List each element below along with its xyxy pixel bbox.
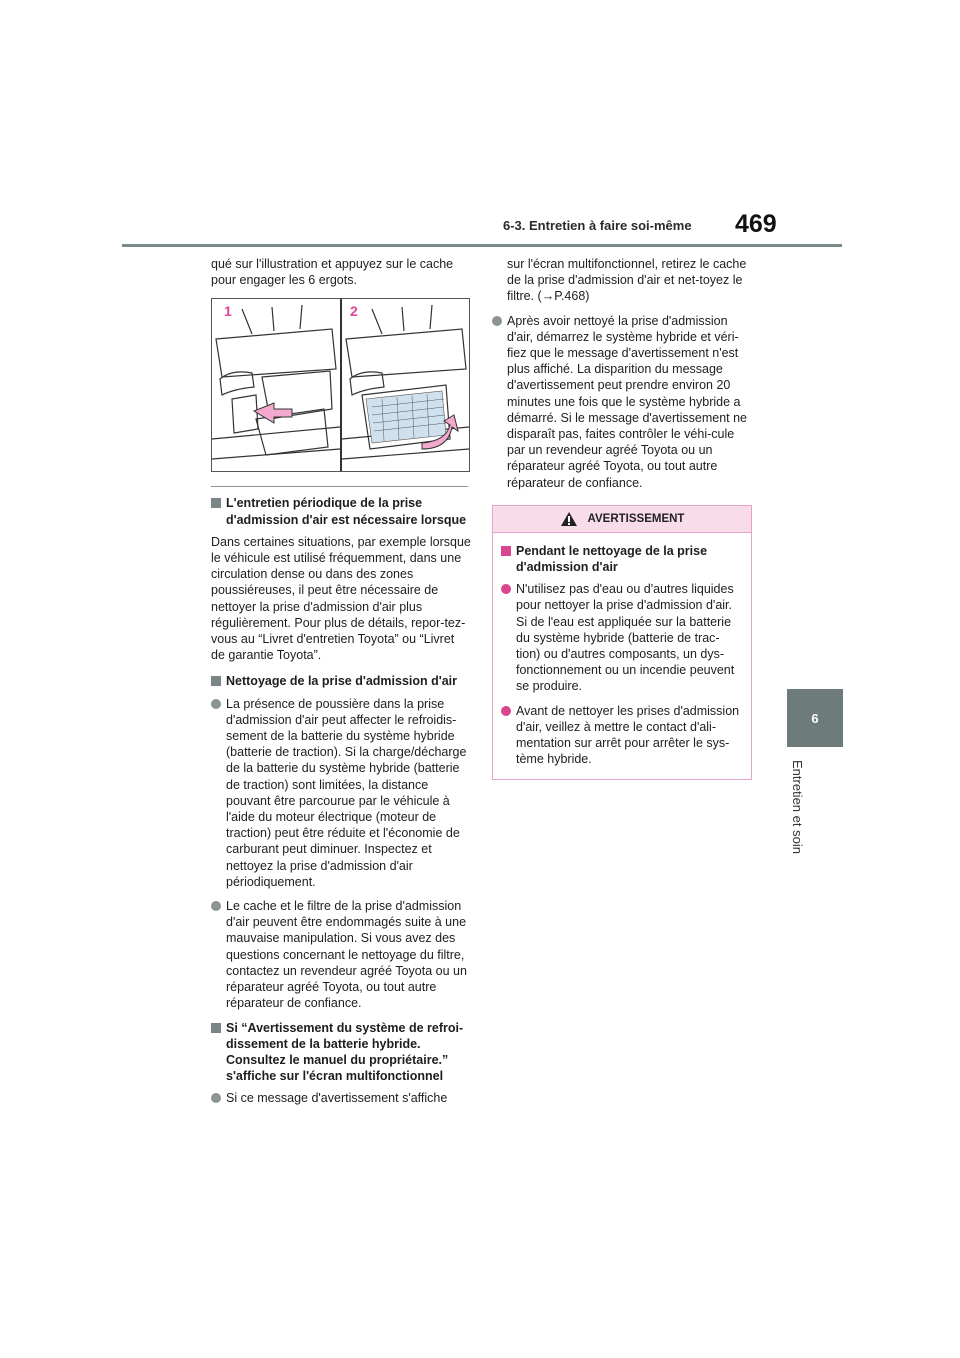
header-divider — [122, 244, 842, 247]
warning-box — [492, 505, 752, 781]
list-item — [211, 1090, 471, 1106]
step-2-label: 2 — [350, 303, 358, 320]
illustration-divider — [340, 299, 342, 471]
heading-cleaning — [211, 673, 471, 689]
chapter-label: Entretien et soin — [790, 760, 805, 854]
maintenance-paragraph: Dans certaines situations, par exemple lorsque le véhicule est utilisé fréquemment, dans une circulation dense ou dans des zones poussiéreuses, il peut être nécessaire de nettoyer la prise d'admission d'air plus régulièrement. Pour plus de détails, repor-tez-vous au “Livret d'entretien Toyota” ou “Livret de garantie Toyota”. — [211, 534, 471, 663]
round-bullet-icon — [211, 699, 221, 709]
list-item-text: Après avoir nettoyé la prise d'admission d'air, démarrez le système hybride et véri-fiez que le message d'avertissement n'est plus affiché. La disparition du message d'avertissement peut prendre environ 20 minutes une fois que le système hybride a démarré. Si le message d'avertissement ne disparaît pas, faites contrôler le véhi-cule par un revendeur agréé Toyota ou un réparateur agréé Toyota, ou tout autre réparateur de confiance. — [507, 313, 747, 490]
round-bullet-icon — [501, 706, 511, 716]
continued-text: sur l'écran multifonctionnel, retirez le cache de la prise d'admission d'air et net-toyez le filtre. (→P.468) — [507, 257, 747, 304]
square-bullet-icon — [211, 676, 221, 686]
warning-title: AVERTISSEMENT — [587, 512, 685, 525]
warning-header — [493, 506, 751, 533]
round-bullet-icon — [492, 316, 502, 326]
list-item-text: N'utilisez pas d'eau ou d'autres liquides pour nettoyer la prise d'admission d'air. Si de l'eau est appliquée sur la batterie du système hybride (batterie de trac-tion) ou d'autres composants, un dys-fonctionnement ou un incendie peuvent se produire. — [516, 582, 735, 694]
section-title: 6-3. Entretien à faire soi-même — [503, 218, 692, 233]
left-column — [211, 256, 471, 1115]
heading-text: Nettoyage de la prise d'admission d'air — [226, 674, 458, 689]
list-item — [501, 703, 743, 768]
heading-text: Si “Avertissement du système de refroi-dissement de la batterie hybride. Consultez le manuel du propriétaire.” s'affiche sur l'écran multifonctionnel — [226, 1020, 464, 1084]
square-bullet-icon — [211, 498, 221, 508]
heading-text: L'entretien périodique de la prise d'admission d'air est nécessaire lorsque — [226, 496, 467, 527]
square-bullet-icon — [211, 1023, 221, 1033]
intro-text: qué sur l'illustration et appuyez sur le cache pour engager les 6 ergots. — [211, 257, 454, 288]
list-item — [501, 581, 743, 694]
warning-body — [493, 533, 751, 780]
list-item-text: Avant de nettoyer les prises d'admission d'air, veillez à mettre le contact d'ali-mentation sur arrêt pour arrêter le sys-tème hybride. — [516, 703, 740, 767]
chapter-tab: 6 — [787, 689, 843, 747]
square-bullet-icon — [501, 546, 511, 556]
round-bullet-icon — [501, 584, 511, 594]
list-item-text: La présence de poussière dans la prise d'admission d'air peut affecter le refroidis-sement de la batterie du système hybride (batterie de traction). Si la charge/décharge de la batterie du système hybride (batterie de traction) sont limitées, la distance pouvant être parcourue par le véhicule à l'aide du moteur électrique (moteur de traction) peut être réduite et l'économie de carburant peut diminuer. Inspectez et nettoyez la prise d'admission d'air périodiquement. — [226, 696, 467, 889]
list-item — [492, 313, 752, 491]
heading-warning-message — [211, 1020, 471, 1085]
heading-maintenance — [211, 495, 471, 527]
heading-text: Pendant le nettoyage de la prise d'admission d'air — [516, 543, 708, 575]
round-bullet-icon — [211, 1093, 221, 1103]
warning-heading — [501, 543, 743, 575]
step-1-label: 1 — [224, 303, 232, 320]
section-separator — [211, 486, 468, 487]
right-column — [492, 256, 752, 780]
list-item — [211, 898, 471, 1011]
list-item-text: Si ce message d'avertissement s'affiche — [226, 1091, 448, 1106]
illustration-air-intake — [211, 298, 470, 472]
list-item — [211, 696, 471, 890]
page-number: 469 — [735, 210, 777, 238]
round-bullet-icon — [211, 901, 221, 911]
warning-triangle-icon — [560, 511, 578, 527]
list-item-text: Le cache et le filtre de la prise d'admission d'air peuvent être endommagés suite à une mauvaise manipulation. Si vous avez des questions concernant le nettoyage du filtre, contactez un revendeur agréé Toyota ou un réparateur agréé Toyota, ou tout autre réparateur de confiance. — [226, 899, 467, 1011]
